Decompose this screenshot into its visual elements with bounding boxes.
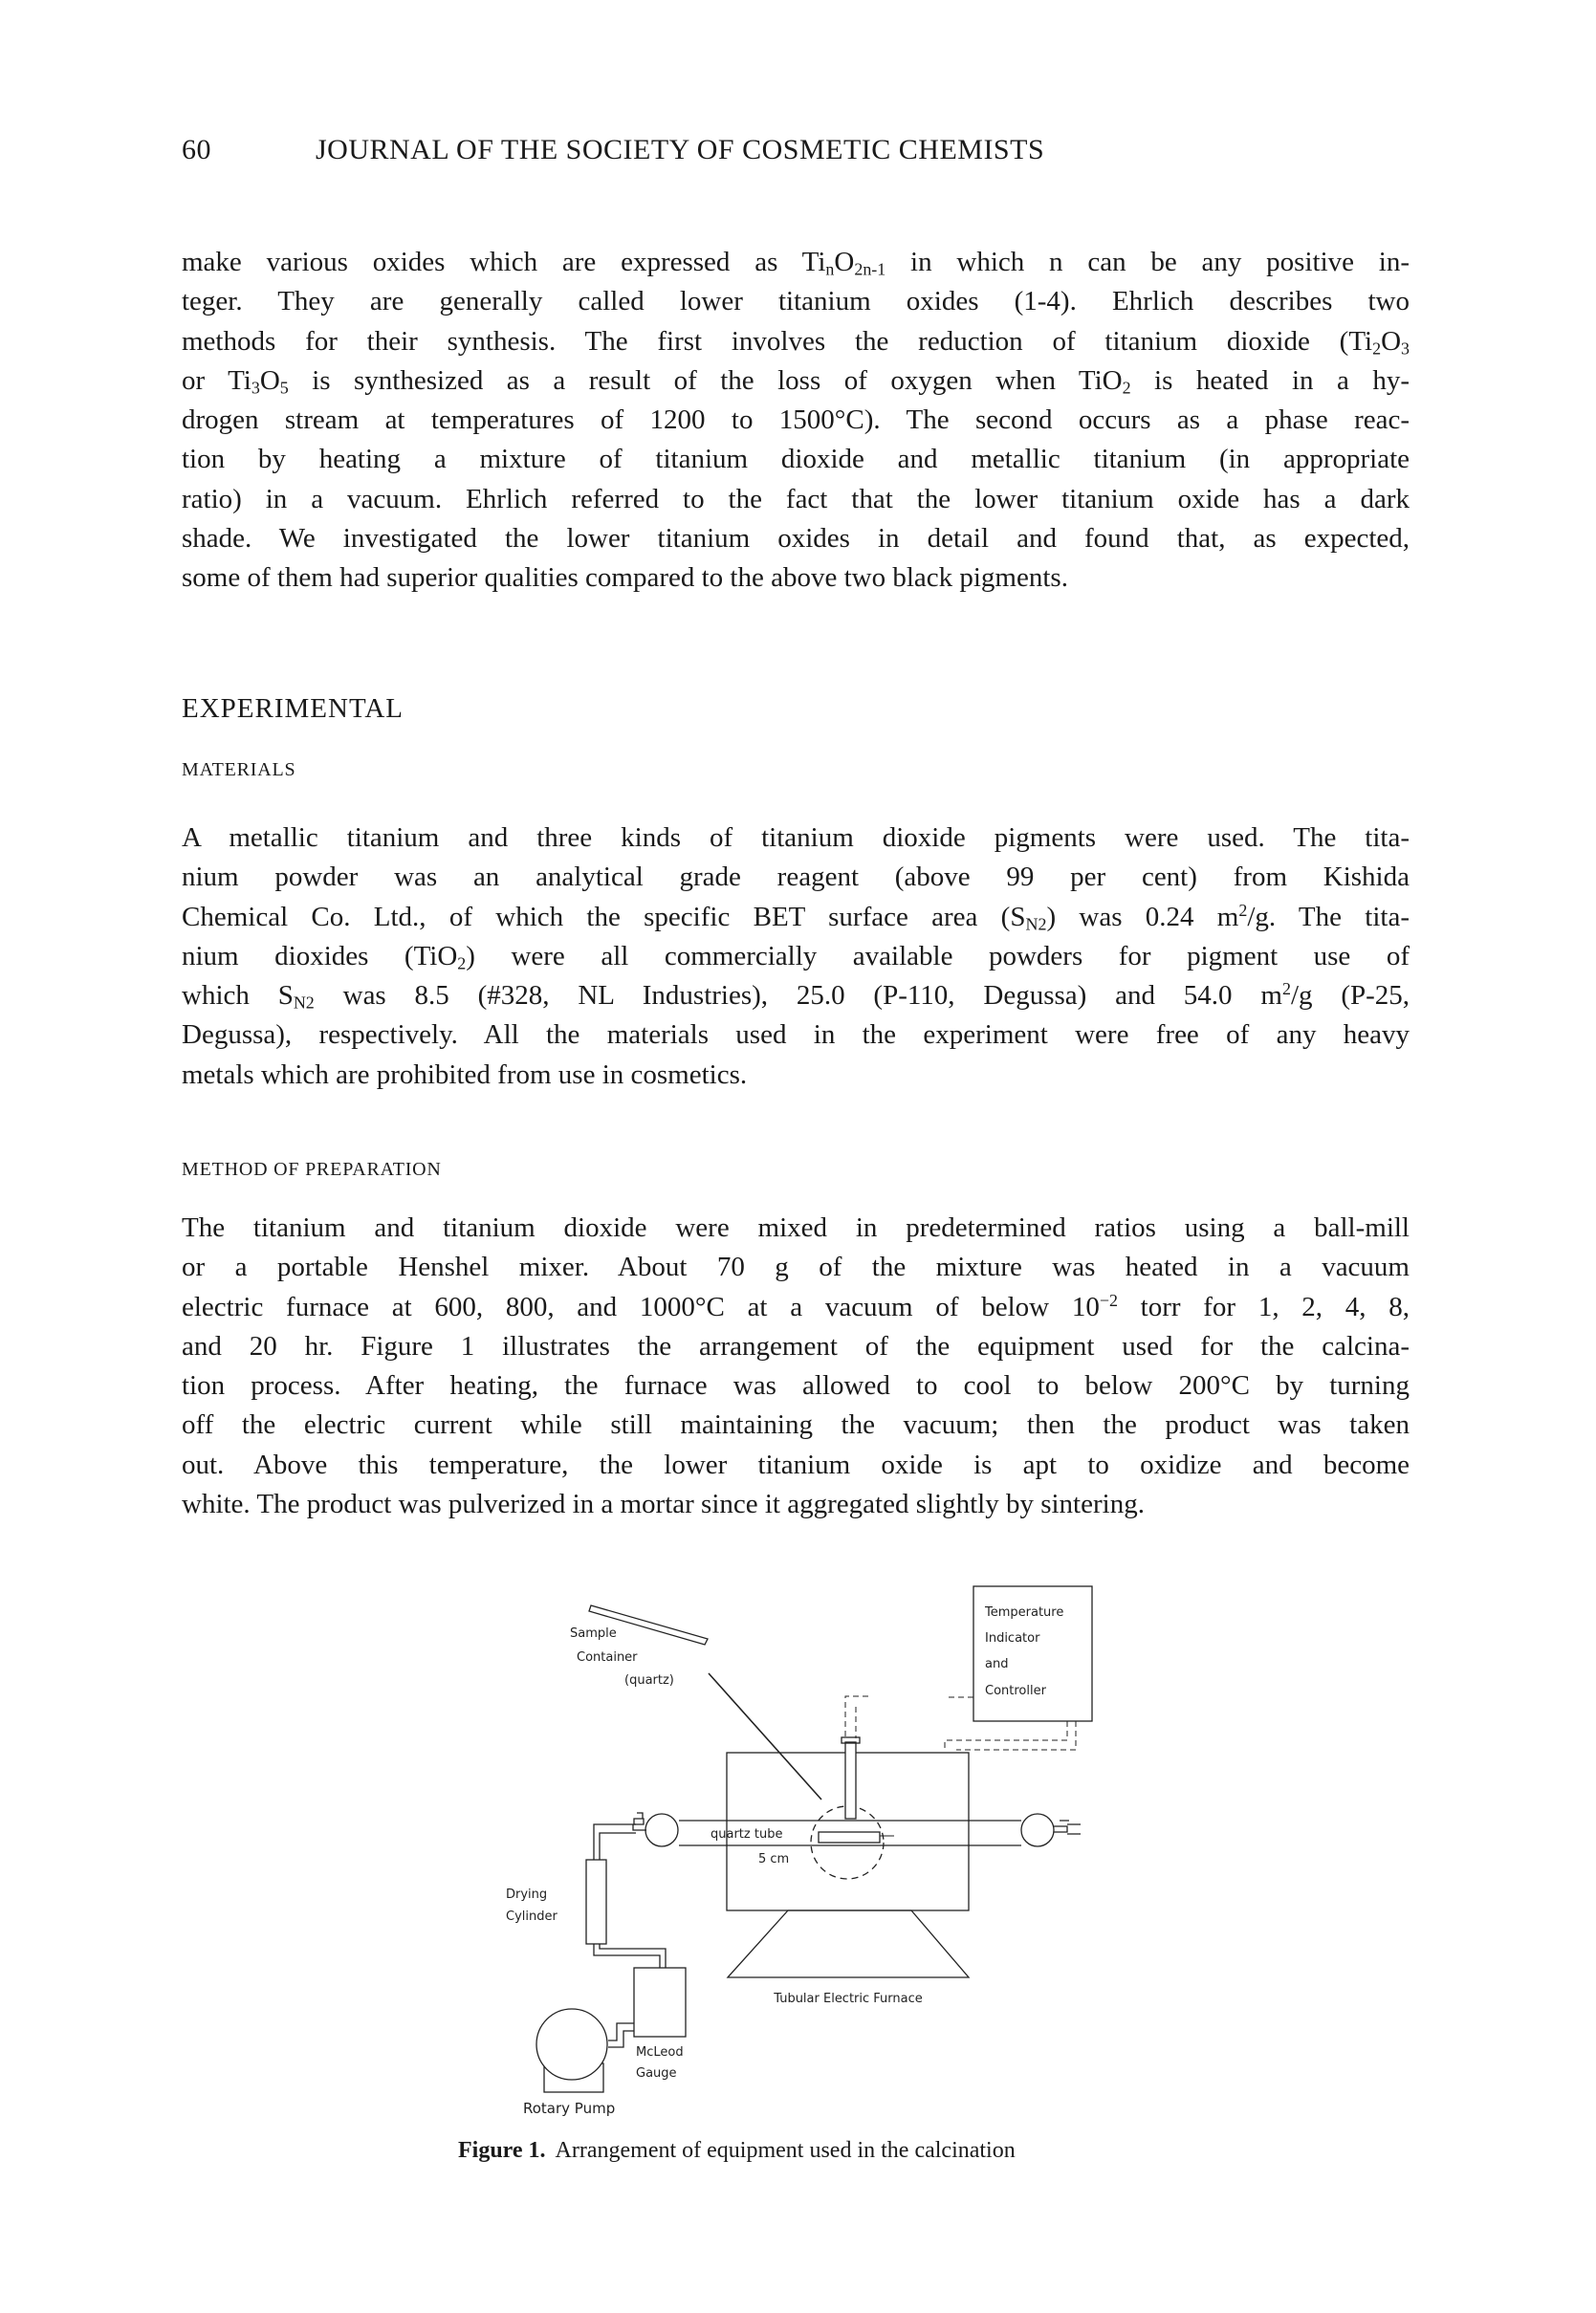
text-line: shade. We investigated the lower titanium oxides in detail and found that, as expected, (182, 523, 1410, 555)
left-bulb (645, 1814, 678, 1846)
text-line: Chemical Co. Ltd., of which the specific BET surface area $(S_{N2})$ was 0.24 $m^2/g$. The tita- (182, 900, 1410, 934)
text-line: methods for their synthesis. The first involves the reduction of titanium dioxide ($Ti_2O_3$ (182, 325, 1410, 359)
materials-paragraph (182, 818, 1410, 1095)
label-indicator: Indicator (985, 1631, 1040, 1646)
text-line: metals which are prohibited from use in cosmetics. (182, 1058, 748, 1090)
text-line: ratio) in a vacuum. Ehrlich referred to the fact that the lower titanium oxide has a dark (182, 483, 1410, 514)
furnace-stand (728, 1910, 969, 1977)
figure-caption-text: Arrangement of equipment used in the calcination (555, 2138, 1016, 2163)
thermocouple (845, 1742, 856, 1819)
method-paragraph (182, 1209, 1410, 1524)
left-valve (633, 1813, 646, 1830)
label-quartz: (quartz) (624, 1673, 674, 1688)
label-mcleod: McLeod (636, 2045, 684, 2060)
text-line: tion by heating a mixture of titanium dioxide and metallic titanium (in appropriate (182, 444, 1410, 475)
subheading-method: METHOD OF PREPARATION (182, 1159, 442, 1180)
label-quartz-tube: quartz tube (711, 1827, 783, 1842)
text-line: off the electric current while still maintaining the vacuum; then the product was taken (182, 1409, 1410, 1441)
label-container: Container (577, 1650, 638, 1665)
text-line: or a portable Henshel mixer. About 70 g of the mixture was heated in a vacuum (182, 1252, 1410, 1283)
label-5cm: 5 cm (758, 1852, 790, 1866)
text-line: tion process. After heating, the furnace was allowed to cool to below 200°C by turning (182, 1370, 1410, 1402)
text-line: which $S_{N2}$ was 8.5 (#328, NL Industries), 25.0 (P-110, Degussa) and 54.0 $m^2/g$ (P-25, (182, 979, 1410, 1013)
subheading-materials: MATERIALS (182, 759, 296, 780)
text-line: drogen stream at temperatures of 1200 to 1500°C). The second occurs as a phase reac- (182, 404, 1410, 436)
right-bulb (1021, 1814, 1054, 1846)
text-line: nium powder was an analytical grade reagent (above 99 per cent) from Kishida (182, 862, 1410, 893)
text-line: A metallic titanium and three kinds of titanium dioxide pigments were used. The tita- (182, 822, 1410, 853)
text-line: out. Above this temperature, the lower titanium oxide is apt to oxidize and become (182, 1449, 1410, 1480)
text-line: make various oxides which are expressed as $Ti_nO_{2n-1}$ in which n can be any positive in- (182, 247, 1410, 279)
running-head (182, 134, 1415, 166)
page-number: 60 (182, 134, 211, 165)
drying-cylinder (586, 1860, 606, 1944)
text-line: The titanium and titanium dioxide were mixed in predetermined ratios using a ball-mill (182, 1212, 1410, 1243)
label-furnace: Tubular Electric Furnace (774, 1992, 923, 2006)
figure-label: Figure 1. (458, 2138, 546, 2163)
text-line: or $Ti_3O_5$ is synthesized as a result of the loss of oxygen when TiO$_2$ is heated in a hy- (182, 364, 1410, 398)
text-line: nium dioxides (TiO$_2$) were all commercially available powders for pigment use of (182, 940, 1410, 973)
text-line: Degussa), respectively. All the materials used in the experiment were free of any heavy (182, 1019, 1410, 1051)
right-valve (1054, 1821, 1081, 1834)
label-and: and (985, 1657, 1009, 1671)
label-controller: Controller (985, 1684, 1046, 1698)
equipment-diagram (459, 1578, 1128, 2132)
sample-boat (819, 1832, 880, 1843)
text-line: some of them had superior qualities compared to the above two black pigments. (182, 562, 1068, 594)
text-line: electric furnace at 600, 800, and 1000°C at a vacuum of below $10^{-2}$ torr for 1, 2, 4, 8, (182, 1290, 1410, 1322)
figure-caption (458, 2138, 1016, 2164)
label-cylinder: Cylinder (506, 1909, 558, 1924)
section-heading-experimental: EXPERIMENTAL (182, 693, 404, 724)
mcleod-gauge (634, 1968, 686, 2037)
label-sample: Sample (570, 1626, 617, 1641)
rotary-pump (536, 2009, 607, 2080)
text-line: white. The product was pulverized in a mortar since it aggregated slightly by sintering. (182, 1489, 1145, 1520)
text-line: and 20 hr. Figure 1 illustrates the arrangement of the equipment used for the calcina- (182, 1330, 1410, 1362)
thermocouple-wires (845, 1696, 1076, 1752)
label-temperature: Temperature (985, 1605, 1064, 1620)
text-line: teger. They are generally called lower titanium oxides (1-4). Ehrlich describes two (182, 286, 1410, 317)
journal-title: JOURNAL OF THE SOCIETY OF COSMETIC CHEMISTS (316, 134, 1045, 165)
label-gauge: Gauge (636, 2066, 677, 2081)
label-rotary-pump: Rotary Pump (523, 2100, 616, 2117)
intro-paragraph (182, 243, 1410, 599)
label-drying: Drying (506, 1887, 548, 1902)
